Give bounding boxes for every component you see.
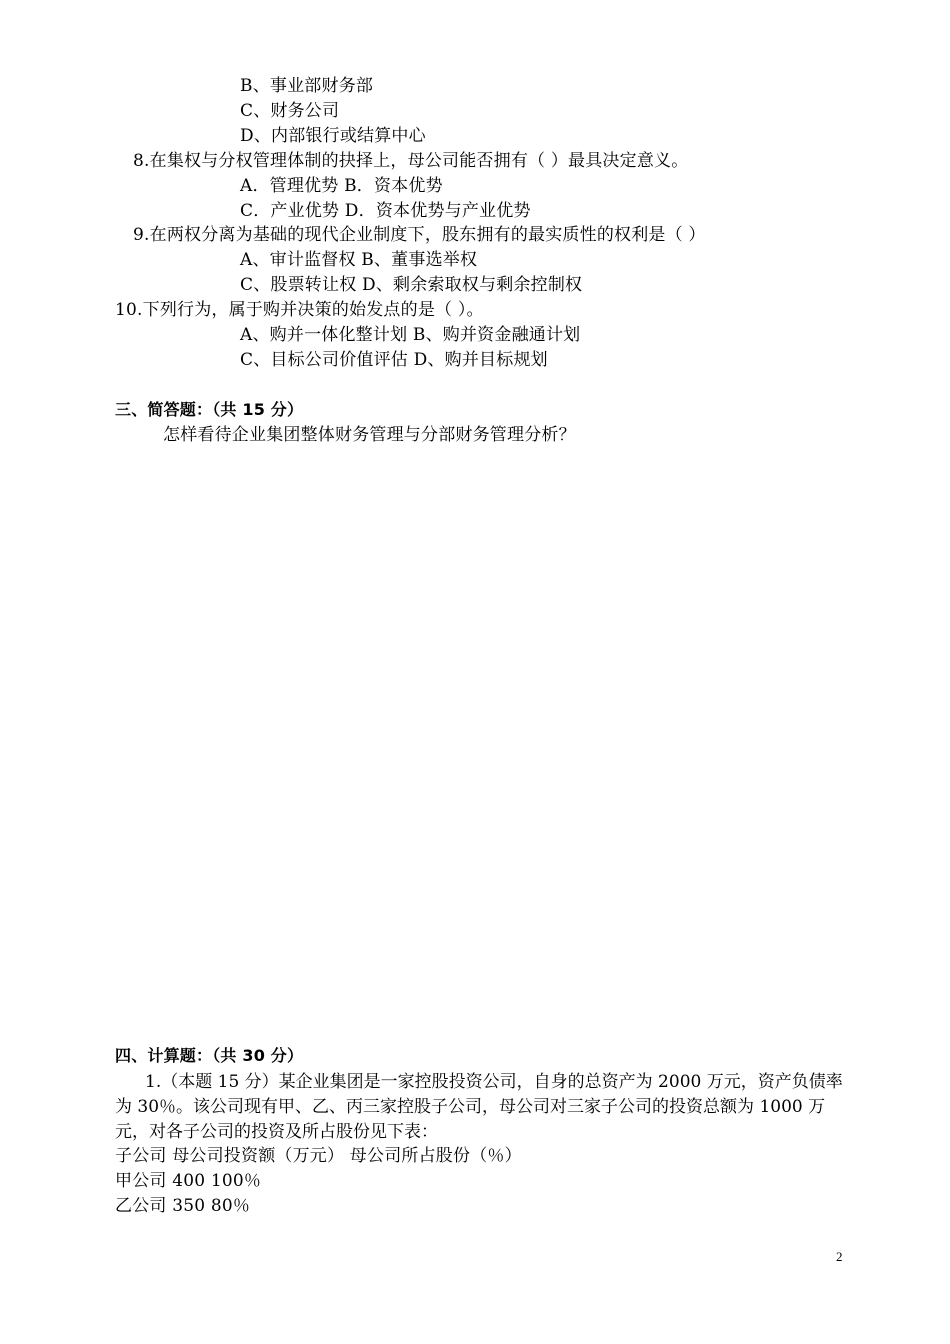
q7-option-d: D、内部银行或结算中心 [240,126,426,146]
q9-options-cd: C、股票转让权 D、剩余索取权与剩余控制权 [240,275,583,295]
q9-stem: 9.在两权分离为基础的现代企业制度下，股东拥有的最实质性的权利是（ ） [133,225,706,245]
q10-options-cd: C、目标公司价值评估 D、购并目标规划 [240,350,548,370]
q10-options-ab: A、购并一体化整计划 B、购并资金融通计划 [240,325,581,345]
q10-stem: 10.下列行为，属于购并决策的始发点的是（ ）。 [115,300,484,320]
q9-options-ab: A、审计监督权 B、董事选举权 [240,250,478,270]
q8-stem: 8.在集权与分权管理体制的抉择上，母公司能否拥有（ ）最具决定意义。 [133,151,689,171]
section4-row-yi: 乙公司 350 80％ [115,1196,251,1216]
section4-q1-paragraph: 1.（本题 15 分）某企业集团是一家控股投资公司，自身的总资产为 2000 万元，资产负债率为 30％。该公司现有甲、乙、丙三家控股子公司，母公司对三家子公司的投资总额为 1000 万元，对各子公司的投资及所占股份见下表： [115,1072,843,1142]
section4-row-jia: 甲公司 400 100％ [115,1171,262,1191]
page-number: 2 [836,1249,843,1264]
section4-table-header: 子公司 母公司投资额（万元） 母公司所占股份（％） [115,1146,522,1166]
q8-options-cd: C．产业优势 D．资本优势与产业优势 [240,201,531,221]
section3-heading: 三、简答题：（共 15 分） [115,400,304,419]
section4-heading: 四、计算题：（共 30 分） [115,1046,304,1065]
q8-options-ab: A．管理优势 B．资本优势 [240,176,443,196]
section3-question: 怎样看待企业集团整体财务管理与分部财务管理分析？ [163,425,576,445]
q7-option-c: C、财务公司 [240,101,340,121]
q7-option-b: B、事业部财务部 [240,76,374,96]
